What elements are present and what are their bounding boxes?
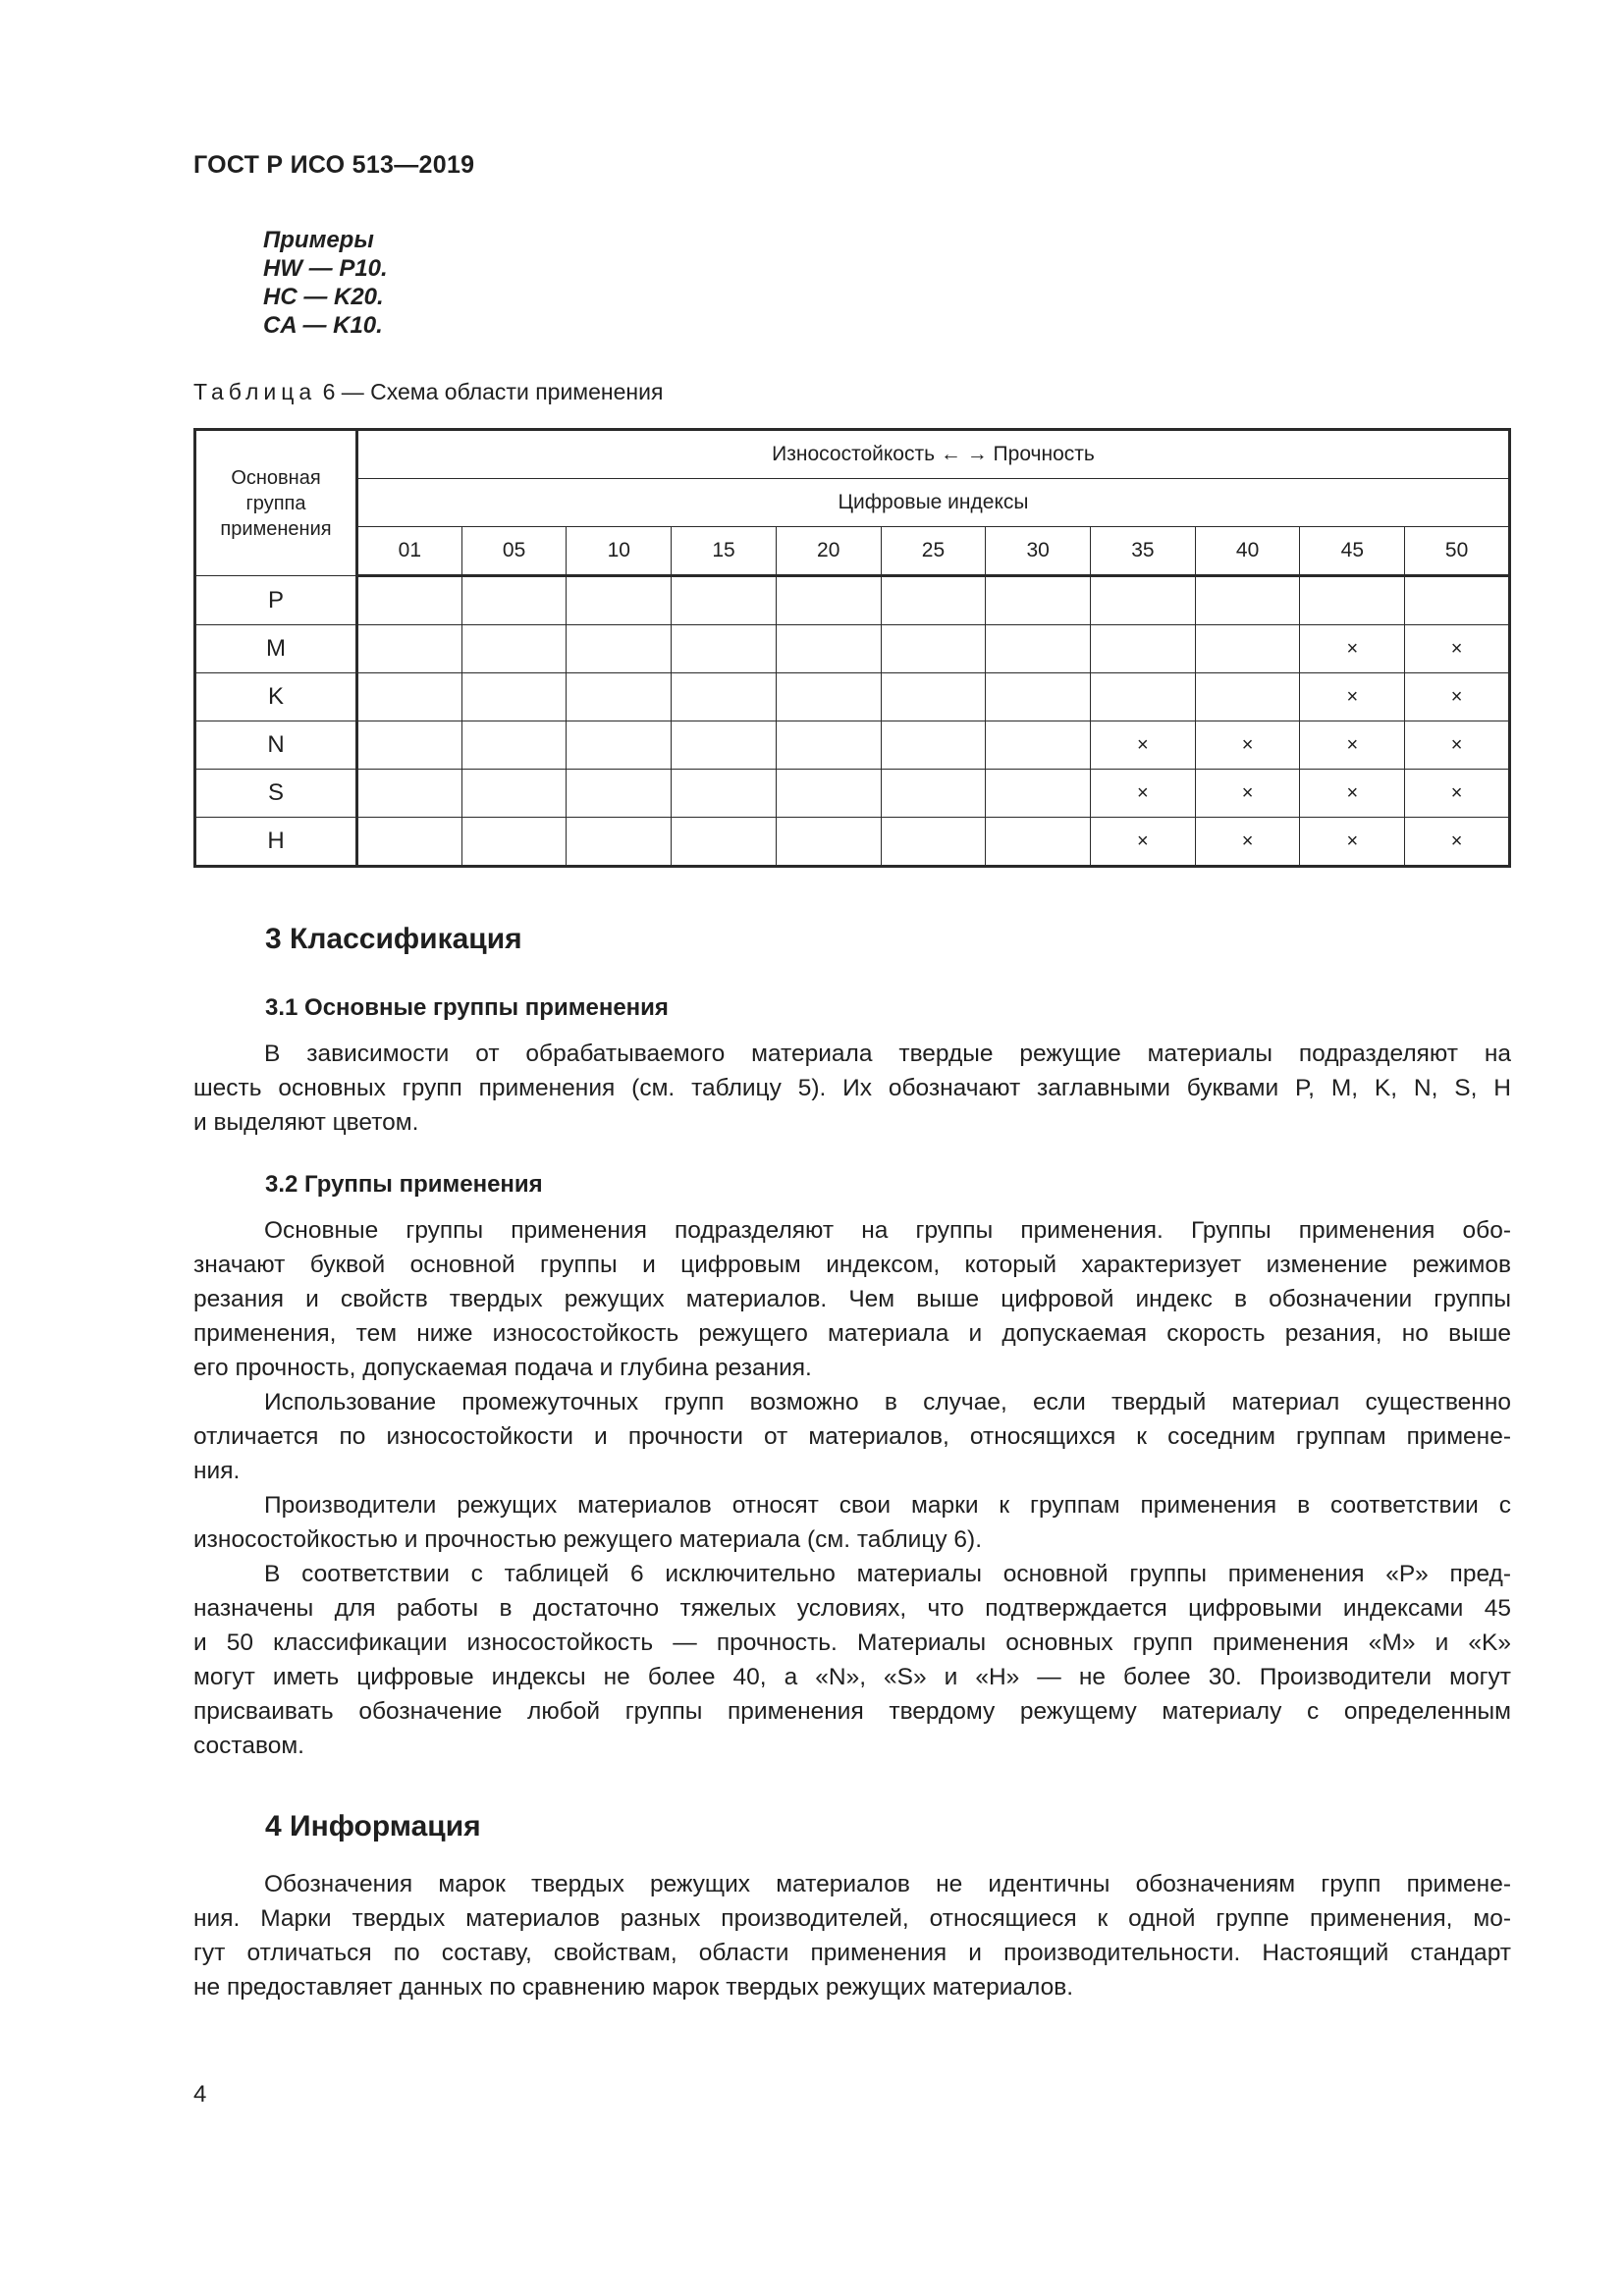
table-cell [567,770,672,818]
table-cell: × [1195,770,1300,818]
example-item: CA — K10. [263,312,383,339]
index-cell: 10 [567,527,672,576]
application-scheme-table [193,428,1511,868]
table-cell: × [1300,770,1405,818]
paragraph [193,1037,1511,1140]
paragraph [193,1867,1511,2004]
index-cell: 35 [1091,527,1196,576]
table-cell [1405,576,1510,625]
text-line: В соответствии с таблицей 6 исключительно материалы основной группы применения «P» пред- [264,1561,1511,1587]
table-cell [672,625,777,673]
section-3-title: 3 Классификация [265,923,522,955]
table-cell [567,673,672,721]
table-cell: × [1300,721,1405,770]
table-row [195,721,1510,770]
table-cell [986,818,1091,867]
table-cell: × [1405,673,1510,721]
text-line: шесть основных групп применения (см. таблицу 5). Их обозначают заглавными буквами P, M, K, N, S, H [193,1075,1511,1101]
text-line: отличается по износостойкости и прочности от материалов, относящихся к соседним группам примене- [193,1423,1511,1450]
group-column-header: Основная группа применения [195,430,357,576]
text-line: Основные группы применения подразделяют на группы применения. Группы применения обо- [264,1217,1511,1244]
table-cell [357,818,462,867]
section-3-1-title: 3.1 Основные группы применения [265,994,669,1021]
section-3-2-title: 3.2 Группы применения [265,1171,543,1198]
text-line: назначены для работы в достаточно тяжелых условиях, что подтверждается цифровыми индексами 45 [193,1595,1511,1622]
paragraph [193,1213,1511,1763]
text-line: составом. [193,1733,304,1759]
table-cell: × [1405,625,1510,673]
table-cell [1195,625,1300,673]
table-cell [1091,576,1196,625]
index-cell: 30 [986,527,1091,576]
text-line: его прочность, допускаемая подача и глубина резания. [193,1355,812,1381]
text-line: значают буквой основной группы и цифровым индексом, который характеризует изменение режимов [193,1252,1511,1278]
table-cell [357,721,462,770]
table-cell [881,721,986,770]
table-cell [986,576,1091,625]
text-line: Обозначения марок твердых режущих материалов не идентичны обозначениям групп примене- [264,1871,1511,1897]
table-cell [672,673,777,721]
table-cell [672,576,777,625]
table-cell [1195,673,1300,721]
table-cell [1300,576,1405,625]
table-cell [357,576,462,625]
table-cell [881,818,986,867]
text-line: и выделяют цветом. [193,1109,419,1136]
table-cell: × [1300,625,1405,673]
table-cell [986,721,1091,770]
text-line: В зависимости от обрабатываемого материала твердые режущие материалы подразделяют на [264,1041,1511,1067]
group-label: K [195,673,357,721]
table-cell [672,770,777,818]
table-row [195,576,1510,625]
index-cell: 20 [776,527,881,576]
text-line: гут отличаться по составу, свойствам, области применения и производительности. Настоящий стандарт [193,1940,1511,1966]
text-line: присваивать обозначение любой группы применения твердому режущему материалу с определенным [193,1698,1511,1725]
table-cell [776,818,881,867]
group-label: M [195,625,357,673]
index-cell: 15 [672,527,777,576]
table-cell [567,625,672,673]
table-caption [193,379,663,405]
table-row [195,625,1510,673]
table-cell: × [1405,721,1510,770]
table-row [195,818,1510,867]
table-cell [567,818,672,867]
text-line: не предоставляет данных по сравнению марок твердых режущих материалов. [193,1974,1074,2001]
text-line: Производители режущих материалов относят свои марки к группам применения в соответствии с [264,1492,1511,1519]
table-row [195,673,1510,721]
table-cell [776,625,881,673]
table-cell [986,625,1091,673]
text-line: и 50 классификации износостойкость — прочность. Материалы основных групп применения «M» и «K» [193,1629,1511,1656]
group-label: S [195,770,357,818]
examples-title: Примеры [263,227,374,253]
table-cell: × [1195,818,1300,867]
text-line: ния. [193,1458,241,1484]
table-cell [881,770,986,818]
table-cell: × [1195,721,1300,770]
index-cell: 45 [1300,527,1405,576]
table-cell [461,721,567,770]
table-cell [672,721,777,770]
table-cell [776,576,881,625]
page-number: 4 [193,2081,207,2108]
index-cell: 25 [881,527,986,576]
table-cell [567,721,672,770]
table-cell [672,818,777,867]
index-cell: 01 [357,527,462,576]
group-label: P [195,576,357,625]
table-cell [986,673,1091,721]
table-caption-prefix: Таблица [193,379,317,404]
table-cell [1195,576,1300,625]
group-label: N [195,721,357,770]
index-row [195,527,1510,576]
index-cell: 40 [1195,527,1300,576]
index-header: Цифровые индексы [357,479,1510,527]
table-cell: × [1091,721,1196,770]
scale-header: Износостойкость ← → Прочность [357,430,1510,479]
table-cell: × [1091,818,1196,867]
text-line: резания и свойств твердых режущих материалов. Чем выше цифровой индекс в обозначении группы [193,1286,1511,1312]
table-cell [461,818,567,867]
table-cell [461,673,567,721]
table-cell [776,721,881,770]
table-cell: × [1300,673,1405,721]
table-cell [881,673,986,721]
table-cell [776,673,881,721]
table-cell [567,576,672,625]
index-cell: 05 [461,527,567,576]
group-label: H [195,818,357,867]
table-cell [357,770,462,818]
table-row [195,770,1510,818]
table-cell [461,625,567,673]
document-header: ГОСТ Р ИСО 513—2019 [193,151,475,179]
table-cell [461,576,567,625]
table-cell [776,770,881,818]
example-item: HW — P10. [263,255,388,282]
example-item: HC — K20. [263,284,384,310]
table-cell: × [1091,770,1196,818]
table-cell [1091,625,1196,673]
table-cell [881,625,986,673]
index-cell: 50 [1405,527,1510,576]
table-cell [357,673,462,721]
text-line: применения, тем ниже износостойкость режущего материала и допускаемая скорость резания, но выше [193,1320,1511,1347]
table-cell [461,770,567,818]
table-cell [881,576,986,625]
table-cell: × [1405,770,1510,818]
table-cell: × [1405,818,1510,867]
text-line: могут иметь цифровые индексы не более 40, а «N», «S» и «H» — не более 30. Производители могут [193,1664,1511,1690]
table-cell [1091,673,1196,721]
table-cell [986,770,1091,818]
section-4-title: 4 Информация [265,1810,481,1842]
examples-block [263,226,388,340]
table-caption-text: 6 — Схема области применения [316,379,664,404]
table-cell: × [1300,818,1405,867]
table-cell [357,625,462,673]
text-line: ния. Марки твердых материалов разных производителей, относящиеся к одной группе применения, мо- [193,1905,1511,1932]
text-line: износостойкостью и прочностью режущего материала (см. таблицу 6). [193,1526,983,1553]
text-line: Использование промежуточных групп возможно в случае, если твердый материал существенно [264,1389,1511,1415]
